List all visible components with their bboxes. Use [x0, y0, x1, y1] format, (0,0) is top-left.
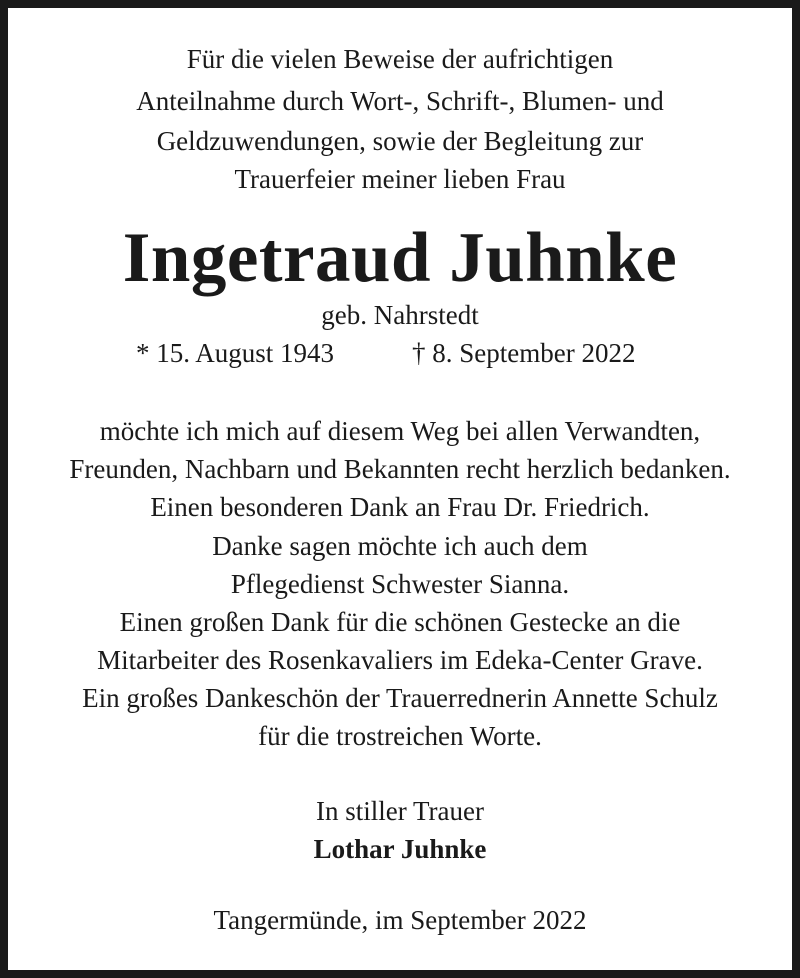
intro-line-2: Anteilnahme durch Wort-, Schrift-, Blumen- und	[136, 86, 664, 116]
deceased-name: Ingetraud Juhnke	[122, 219, 678, 297]
body-line-3: Einen besonderen Dank an Frau Dr. Friedrich.	[150, 492, 650, 522]
birth-name: geb. Nahrstedt	[321, 300, 479, 330]
intro-line-1: Für die vielen Beweise der aufrichtigen	[186, 44, 614, 74]
body-line-1: möchte ich mich auf diesem Weg bei allen Verwandten,	[99, 416, 701, 446]
intro-line-4: Trauerfeier meiner lieben Frau	[234, 164, 566, 194]
birth-date: * 15. August 1943	[136, 338, 335, 368]
death-date: † 8. September 2022	[412, 338, 636, 368]
place-date: Tangermünde, im September 2022	[213, 905, 587, 935]
body-line-4: Danke sagen möchte ich auch dem	[212, 531, 588, 561]
body-line-9: für die trostreichen Worte.	[258, 721, 542, 751]
body-line-7: Mitarbeiter des Rosenkavaliers im Edeka-Center Grave.	[97, 645, 703, 675]
body-line-6: Einen großen Dank für die schönen Gestecke an die	[119, 607, 681, 637]
signatory-name: Lothar Juhnke	[313, 834, 487, 864]
intro-line-3: Geldzuwendungen, sowie der Begleitung zur	[156, 126, 644, 156]
closing-phrase: In stiller Trauer	[316, 796, 484, 826]
body-line-2: Freunden, Nachbarn und Bekannten recht herzlich bedanken.	[69, 454, 731, 484]
body-line-5: Pflegedienst Schwester Sianna.	[230, 569, 570, 599]
body-line-8: Ein großes Dankeschön der Trauerrednerin Annette Schulz	[82, 683, 718, 713]
